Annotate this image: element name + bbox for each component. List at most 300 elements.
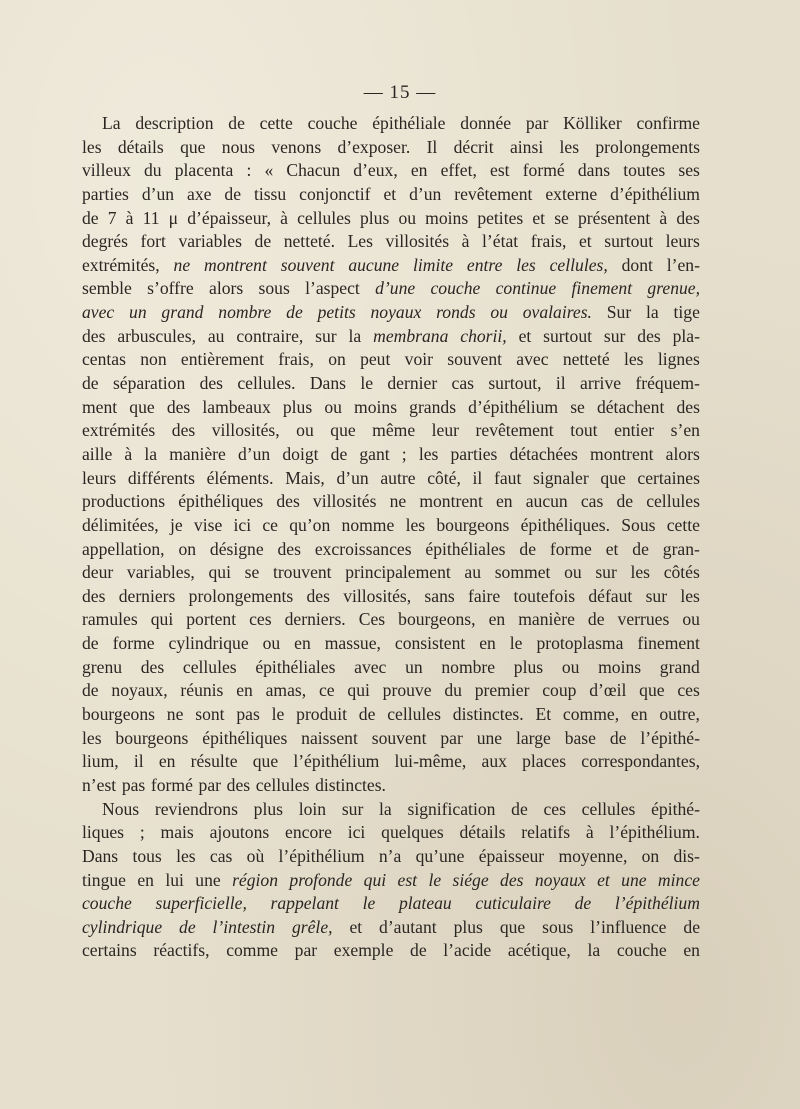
word: ne [166,704,184,725]
word: au [207,325,225,346]
word: sans [424,585,455,606]
word: cas [580,491,604,512]
word: se [244,562,260,583]
word: la [348,325,362,346]
word: les [82,727,102,748]
word: que [129,396,155,417]
word: naissent [301,727,358,748]
word: l’en- [666,254,700,275]
word: appellation, [82,538,165,559]
text-line [82,538,700,562]
word: d’autant [379,916,437,937]
word: d’épithélium [610,183,700,204]
word: distinctes. [452,704,524,725]
word: dernier [387,373,438,394]
word: voir [404,349,433,370]
word: de [358,704,376,725]
word: d’un [336,467,369,488]
word: de [82,373,99,394]
word: deur [82,562,114,583]
word: ; [139,822,145,843]
word: comme [226,940,278,961]
word: prouve [382,680,432,701]
word: des [676,396,700,417]
word: défaut [588,585,633,606]
word: le [509,633,523,654]
word: netteté. [283,231,335,252]
word: épithéliale [372,113,446,133]
word: il [133,751,144,772]
word: contraire, [236,325,304,346]
word: à [585,822,594,843]
word: la [587,940,601,961]
text-line [82,159,700,183]
word: centas [82,349,126,370]
word: portent [186,609,237,630]
word: qui [347,680,370,701]
word: ici [233,514,252,535]
word: villosités [312,491,377,512]
word: revêtement [475,420,554,441]
word: cellules. [237,373,296,394]
word: principalement [345,562,451,583]
word: de [82,633,99,654]
word: des [140,656,165,677]
word: comme, [562,704,620,725]
word: par [525,113,549,133]
word: nombre [441,656,496,677]
word: lium, [82,751,119,772]
word: en [236,680,253,701]
text-line [82,869,700,893]
word: d’un [409,183,442,204]
word: et [518,325,532,346]
word: plus [513,656,544,677]
word: finement [637,633,700,654]
word: signification [407,798,496,819]
text-line [82,183,700,207]
word: noyaux [370,302,422,323]
word: que [639,680,665,701]
word: s’en [670,420,700,441]
word: externe [545,183,598,204]
word: La [102,113,121,133]
word: chorii, [460,325,507,346]
word: une [621,869,647,890]
word: alors [209,278,244,299]
word: en [630,704,648,725]
word: doigt [282,443,319,464]
word: avec [354,656,387,677]
word: petits [317,302,356,323]
word: l’épithélium [278,845,365,866]
word: même [372,420,416,441]
word: on [178,538,197,559]
text-line [82,939,700,963]
word: où [246,845,265,866]
word: netteté [562,349,610,370]
word: coup [542,680,577,701]
word: en [488,609,506,630]
word: de [228,113,245,133]
word: en [137,869,154,890]
word: le [362,893,376,914]
word: des [306,585,330,606]
word: lui-même, [394,751,467,772]
word: d’un [141,183,175,204]
word: semble [82,278,132,299]
word: du [144,160,162,181]
word: qu’on [289,514,331,535]
word: de [616,491,634,512]
word: ses [678,160,700,181]
word: l’épithé- [640,727,700,748]
word: aille [82,443,113,464]
word: cylindrique [82,916,163,937]
word: manière [169,443,226,464]
text-line [82,632,700,656]
word: tout [570,420,598,441]
word: présentent [577,207,651,228]
word: ce [262,514,278,535]
word: mais [160,822,194,843]
word: tissu [253,183,287,204]
word: les [516,254,536,275]
word: le [360,373,374,394]
word: relatifs [521,822,571,843]
word: villosités [385,231,450,252]
word: se [554,207,569,228]
word: l’épithélium [293,751,380,772]
word: surtout [604,231,654,252]
word: pas [121,774,146,795]
word: sur [603,325,626,346]
word: moins [598,656,642,677]
word: bourgeons, [398,609,476,630]
word: noyaux, [111,680,168,701]
word: moyenne, [558,845,628,866]
word: de [330,443,348,464]
word: plateau [398,893,452,914]
word: qui [363,869,387,890]
word: en [294,633,311,654]
word: derniers [118,585,176,606]
word: l’épithélium. [609,822,700,843]
word: excroissances [314,538,412,559]
word: couche [616,940,667,961]
word: formé [150,774,193,795]
word: les [176,845,196,866]
word: ramules [82,609,138,630]
word: de [519,538,536,559]
word: cuticulaire [475,893,551,914]
word: cette [666,514,700,535]
text-line [82,679,700,703]
word: prolongements [188,585,294,606]
word: tige [673,302,700,323]
word: épithéliques [202,727,288,748]
word: les [630,562,651,583]
word: que [330,420,356,441]
text-line [82,467,700,491]
word: sur [645,585,668,606]
page-number: — 15 — [363,82,437,103]
word: bourgeons [115,727,189,748]
word: ; [401,443,407,464]
word: certains [82,940,137,961]
word: signaler [533,467,589,488]
word: venons [271,136,322,157]
word: des [276,491,300,512]
word: derniers. [284,609,346,630]
word: montrent [419,491,483,512]
word: est [397,869,418,890]
word: ce [318,680,335,701]
word: ces [677,680,700,701]
word: effet, [440,160,477,181]
word: tingue [82,869,126,890]
word: nombre [218,302,272,323]
word: variables [178,231,242,252]
word: de [609,727,627,748]
word: détails [117,136,164,157]
word: forme [549,538,592,559]
word: cellules [387,704,441,725]
word: 7 [107,207,117,228]
word: ne [389,491,407,512]
text-line [82,656,700,680]
word: des [199,373,224,394]
word: ainsi [509,136,544,157]
word: des [500,869,524,890]
word: villeux [82,160,131,181]
word: par [294,940,318,961]
text-line [82,703,700,727]
word: protoplasma [536,633,624,654]
word: cellules [255,774,310,795]
word: massue, [324,633,381,654]
word: avec [82,302,115,323]
word: n’a [378,845,402,866]
word: pas [236,704,260,725]
word: gant [359,443,390,464]
word: nous [221,136,256,157]
text-line [82,301,700,325]
word: les [623,349,644,370]
word: réunis [180,680,224,701]
word: reviendrons [154,798,238,819]
word: liques [82,822,125,843]
word: ou [398,207,417,228]
word: épithéliales [255,656,336,677]
word: par [440,727,463,748]
word: certaines [637,467,700,488]
text-line [82,372,700,396]
word: cellules [646,491,700,512]
word: dans [577,160,611,181]
text-line [82,230,700,254]
text-line [82,561,700,585]
word: il [555,373,566,394]
word: rappelant [270,893,339,914]
word: un [405,656,423,677]
word: d’eux, [353,160,398,181]
word: montrent [590,443,654,464]
word: 11 [142,207,160,228]
word: et [597,869,610,890]
word: cylindrique [168,633,249,654]
word: ou [324,396,342,417]
word: toutes [623,160,666,181]
word: sont [195,704,225,725]
word: l’intestin [212,916,276,937]
word: profonde [289,869,353,890]
word: cette [259,113,293,133]
word: consistent [394,633,466,654]
text-line [82,585,700,609]
word: d’une [375,278,416,299]
word: degrés [82,231,128,252]
word: Les [347,231,373,252]
word: arrive [580,373,622,394]
word: cas [209,845,233,866]
text-line [82,916,700,940]
word: ici [347,822,366,843]
word: la [379,798,392,819]
word: description [135,113,214,133]
word: leurs [665,231,700,252]
word: parties [82,183,129,204]
word: Dans [82,845,119,866]
word: épithéliques. [520,514,611,535]
word: et [532,207,546,228]
word: leurs [82,467,117,488]
word: petites [477,207,524,228]
word: exemple [333,940,394,961]
word: grand [161,302,204,323]
word: revêtement [454,183,533,204]
word: villosités, [343,585,412,606]
word: épithé- [651,798,700,819]
text-line [82,112,700,136]
word: quelques [381,822,444,843]
word: acétique, [507,940,571,961]
word: sommet [494,562,551,583]
word: au [464,562,482,583]
word: d’épaisseur, [187,207,272,228]
word: faut [493,467,522,488]
word: les [418,443,439,464]
word: on [328,349,346,370]
word: axe [187,183,212,204]
text-line [82,514,700,538]
word: extrémités [82,420,156,441]
word: se [570,396,585,417]
text-line [82,348,700,372]
word: à [125,207,134,228]
word: verrues [617,609,670,630]
word: que [180,136,206,157]
word: la [144,443,158,464]
word: ou [262,633,281,654]
word: couche [430,278,481,299]
word: vise [193,514,223,535]
word: sous [542,916,574,937]
word: formé [522,160,565,181]
word: et [349,916,363,937]
word: grêle, [291,916,333,937]
word: aucun [525,491,568,512]
word: frais, [278,349,314,370]
word: d’épithélium [468,396,559,417]
word: de [179,916,196,937]
word: surtout, [488,373,542,394]
word: détachées [509,443,578,464]
word: conjonctif [299,183,371,204]
text-line [82,254,700,278]
word: à [461,231,470,252]
word: Nous [102,798,140,819]
word: couche [82,893,132,914]
word: de [82,207,99,228]
word: épithéliques [178,491,264,512]
word: moins [425,207,469,228]
word: est [490,160,510,181]
word: fréquem- [635,373,700,394]
word: arbuscules, [117,325,196,346]
word: ment [82,396,118,417]
word: qui [150,609,174,630]
word: aucune [348,254,400,275]
word: que [600,467,626,488]
word: l’acide [443,940,492,961]
word: non [140,349,167,370]
word: aux [481,751,507,772]
word: détails [459,822,506,843]
word: plus [282,396,313,417]
word: en [495,491,513,512]
word: éléments. [206,467,274,488]
word: toutefois [513,585,576,606]
word: Et [535,704,552,725]
word: couche [307,113,358,133]
word: le [428,869,442,890]
word: réactifs, [153,940,210,961]
word: ces [543,798,566,819]
word: surtout [543,325,593,346]
word: plus [453,916,483,937]
body-text [82,112,700,963]
word: ou [561,656,580,677]
word: des [82,325,106,346]
word: délimitées, [82,514,159,535]
word: en [683,940,700,961]
text-line [82,750,700,774]
word: l’état [482,231,519,252]
text-line [82,136,700,160]
word: les [680,585,700,606]
word: de [574,893,592,914]
word: grand [659,656,700,677]
word: entier [614,420,655,441]
word: base [564,727,596,748]
word: sur [595,562,617,583]
word: de [587,609,605,630]
word: placenta [174,160,234,181]
word: ajoutons [209,822,270,843]
text-line [82,419,700,443]
word: les [405,514,426,535]
